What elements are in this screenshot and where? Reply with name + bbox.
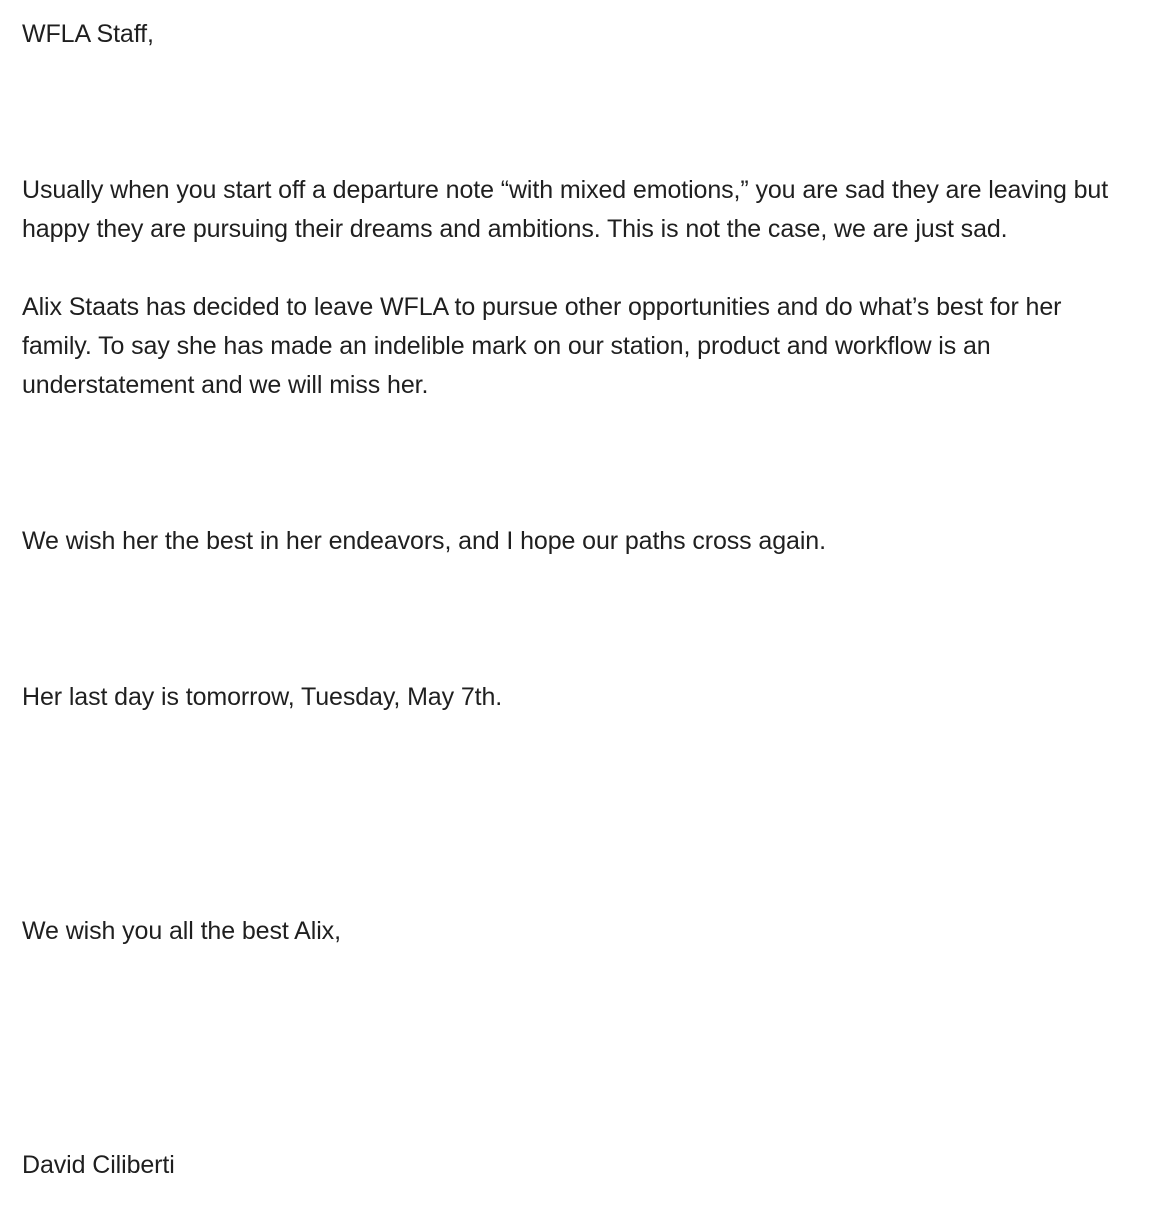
email-paragraph: Usually when you start off a departure note “with mixed emotions,” you are sad they are leaving but happy they are pursuing their dreams and ambitions. This is not the case, we are just sad. bbox=[22, 176, 1109, 243]
email-paragraph: Her last day is tomorrow, Tuesday, May 7th. bbox=[22, 683, 503, 711]
email-greeting: WFLA Staff, bbox=[22, 20, 154, 48]
email-paragraph: Alix Staats has decided to leave WFLA to pursue other opportunities and do what’s best for her family. To say she has made an indelible mark on our station, product and workflow is an understatement and we will miss her. bbox=[22, 293, 1062, 399]
email-signature: David Ciliberti bbox=[22, 1151, 175, 1179]
email-paragraph: We wish her the best in her endeavors, and I hope our paths cross again. bbox=[22, 527, 826, 555]
email-closing: We wish you all the best Alix, bbox=[22, 917, 341, 945]
